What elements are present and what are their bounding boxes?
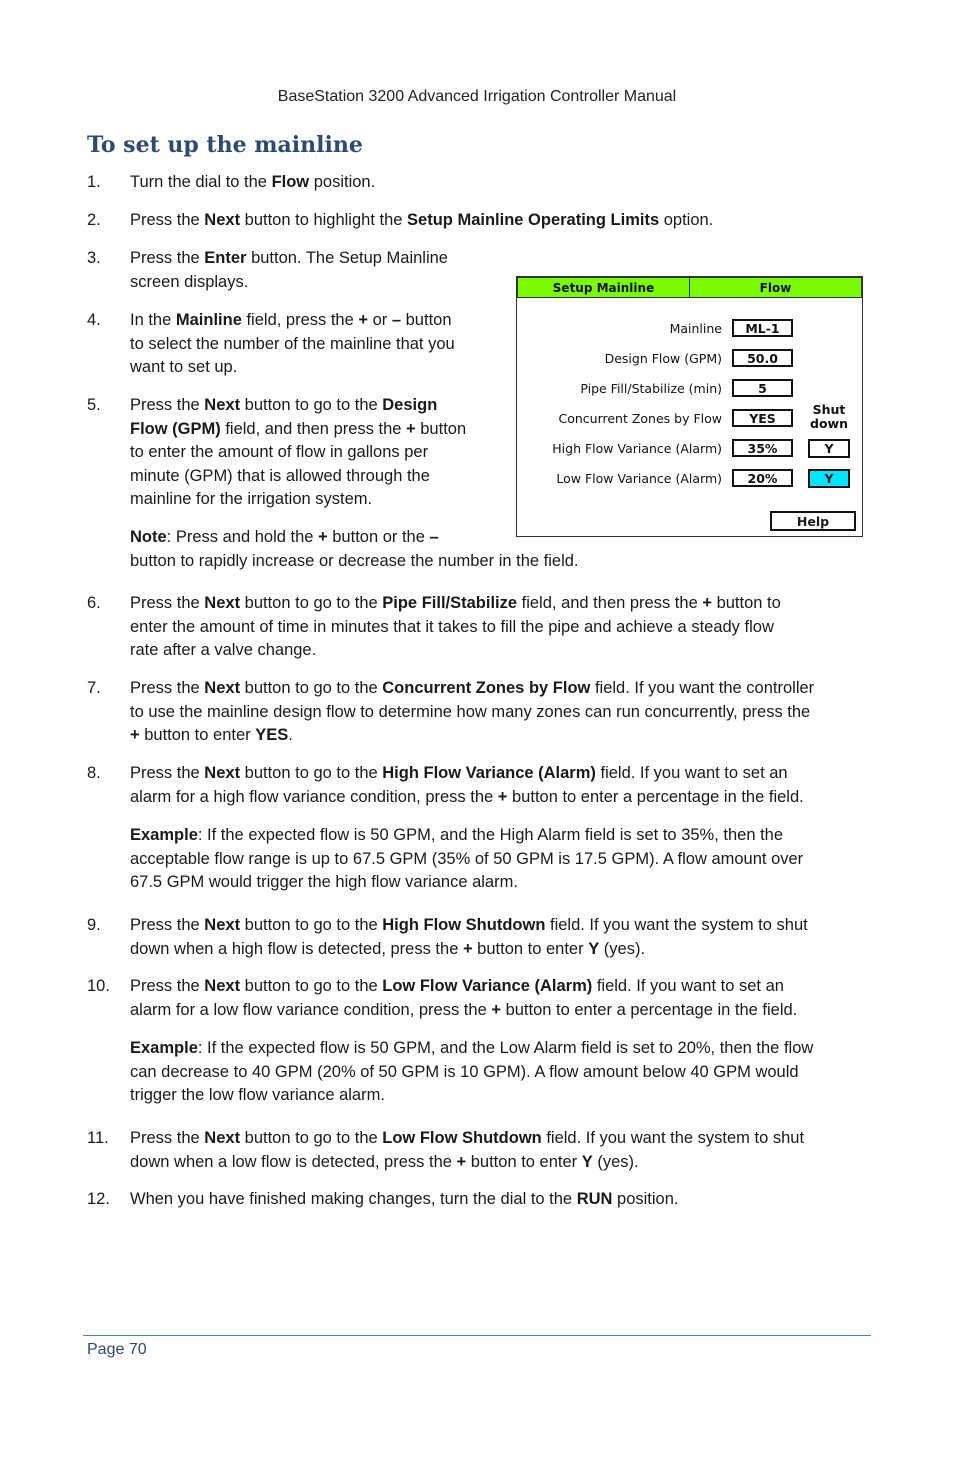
bold-text: Enter bbox=[204, 249, 247, 267]
step-number: 8. bbox=[87, 764, 101, 782]
field-label: Pipe Fill/Stabilize (min) bbox=[580, 381, 722, 396]
text: option. bbox=[659, 211, 714, 229]
text: Shut bbox=[812, 402, 846, 417]
text: or bbox=[368, 311, 392, 329]
field-label: Mainline bbox=[669, 321, 722, 336]
text: position. bbox=[612, 1190, 679, 1208]
example-label: Example bbox=[130, 1039, 198, 1057]
step-number: 6. bbox=[87, 594, 101, 612]
pipe-fill-row bbox=[517, 379, 862, 401]
concurrent-zones-field: YES bbox=[732, 409, 793, 427]
text: : Press and hold the bbox=[166, 528, 319, 546]
low-flow-shutdown-field: Y bbox=[808, 469, 850, 488]
bold-text: Mainline bbox=[175, 311, 242, 329]
step-number: 9. bbox=[87, 916, 101, 934]
text: alarm for a high flow variance condition, press the bbox=[130, 787, 498, 806]
footer-divider bbox=[83, 1335, 871, 1336]
text: field. If you want the system to shut bbox=[545, 916, 808, 934]
step-5 bbox=[87, 394, 507, 512]
shutdown-column-label bbox=[804, 403, 854, 431]
page-number: Page 70 bbox=[87, 1341, 147, 1358]
text: button to go to the bbox=[240, 396, 383, 414]
section-title: To set up the mainline bbox=[87, 132, 363, 158]
bold-text: Next bbox=[204, 679, 241, 697]
bold-text: High Flow Shutdown bbox=[382, 916, 546, 934]
text: button to go to the bbox=[240, 977, 383, 995]
field-label: High Flow Variance (Alarm) bbox=[552, 441, 722, 456]
mainline-row bbox=[517, 319, 862, 341]
bold-text: – bbox=[429, 528, 439, 546]
bold-text: RUN bbox=[576, 1190, 613, 1208]
bold-text: Next bbox=[204, 1129, 241, 1147]
bold-text: Low Flow Shutdown bbox=[382, 1129, 542, 1147]
bold-text: + bbox=[406, 419, 416, 438]
text: button to rapidly increase or decrease the number in the field. bbox=[130, 551, 579, 570]
screen-tabs bbox=[517, 277, 862, 298]
text: down when a high flow is detected, press the bbox=[130, 939, 463, 958]
example-low-flow bbox=[130, 1037, 870, 1109]
field-label: Design Flow (GPM) bbox=[604, 351, 722, 366]
text: (yes). bbox=[592, 1152, 639, 1171]
text: enter the amount of time in minutes that it takes to fill the pipe and achieve a steady flow bbox=[130, 617, 774, 636]
text: button or the bbox=[327, 528, 430, 546]
text: button to go to the bbox=[240, 764, 383, 782]
bold-text: Concurrent Zones by Flow bbox=[382, 679, 591, 697]
text: can decrease to 40 GPM (20% of 50 GPM is 10 GPM). A flow amount below 40 GPM would bbox=[130, 1062, 799, 1081]
bold-text: + bbox=[491, 1000, 501, 1019]
bold-text: Next bbox=[204, 764, 241, 782]
bold-text: Setup Mainline Operating Limits bbox=[407, 211, 660, 229]
bold-text: Next bbox=[204, 594, 241, 612]
text: Press the bbox=[130, 249, 205, 267]
text: field. If you want the controller bbox=[590, 679, 815, 697]
bold-text: – bbox=[391, 311, 402, 329]
step-number: 2. bbox=[87, 211, 101, 229]
bold-text: Next bbox=[204, 977, 241, 995]
text: button to go to the bbox=[240, 679, 383, 697]
text: want to set up. bbox=[130, 358, 238, 376]
example-label: Example bbox=[130, 826, 198, 844]
text: Press the bbox=[130, 594, 205, 612]
bold-text: Flow bbox=[271, 173, 310, 191]
text: field. If you want the system to shut bbox=[541, 1129, 805, 1147]
step-2 bbox=[87, 209, 867, 233]
step-3 bbox=[87, 247, 487, 295]
bold-text: Flow (GPM) bbox=[130, 419, 221, 438]
example-high-flow bbox=[130, 824, 870, 896]
step-10 bbox=[87, 975, 877, 1023]
text: button to bbox=[711, 594, 781, 612]
text: field. If you want to set an bbox=[592, 977, 784, 995]
text: button to go to the bbox=[240, 594, 383, 612]
bold-text: Next bbox=[204, 916, 241, 934]
text: 67.5 GPM would trigger the high flow variance alarm. bbox=[130, 873, 518, 891]
step-8 bbox=[87, 762, 877, 810]
bold-text: + bbox=[702, 594, 712, 612]
mainline-field: ML-1 bbox=[732, 319, 793, 337]
text: In the bbox=[130, 311, 176, 329]
text: button to enter a percentage in the field. bbox=[500, 1000, 798, 1019]
low-flow-variance-field: 20% bbox=[732, 469, 793, 487]
step-9 bbox=[87, 914, 877, 962]
low-flow-row bbox=[517, 469, 862, 491]
text: button. The Setup Mainline bbox=[246, 249, 448, 267]
step-number: 10. bbox=[87, 977, 110, 995]
bold-text: High Flow Variance (Alarm) bbox=[382, 764, 596, 782]
text: Press the bbox=[130, 396, 205, 414]
text: button to enter bbox=[472, 939, 589, 958]
field-label: Concurrent Zones by Flow bbox=[558, 411, 722, 426]
bold-text: Pipe Fill/Stabilize bbox=[382, 594, 518, 612]
running-header: BaseStation 3200 Advanced Irrigation Controller Manual bbox=[277, 88, 677, 105]
step-number: 7. bbox=[87, 679, 101, 697]
text: mainline for the irrigation system. bbox=[130, 490, 373, 508]
text: (yes). bbox=[599, 939, 646, 958]
text: position. bbox=[309, 173, 376, 191]
text: button bbox=[415, 419, 467, 438]
design-flow-field: 50.0 bbox=[732, 349, 793, 367]
text: field, and then press the bbox=[220, 419, 407, 438]
text: down when a low flow is detected, press the bbox=[130, 1152, 457, 1171]
text: minute (GPM) that is allowed through the bbox=[130, 466, 430, 485]
text: Press the bbox=[130, 1129, 205, 1147]
text: button bbox=[401, 311, 452, 329]
text: Turn the dial to the bbox=[130, 173, 272, 191]
bold-text: YES bbox=[255, 726, 289, 744]
tab-setup-mainline: Setup Mainline bbox=[517, 277, 690, 298]
text: field, press the bbox=[241, 311, 359, 329]
step-4 bbox=[87, 309, 507, 381]
text: trigger the low flow variance alarm. bbox=[130, 1086, 385, 1104]
text: Press the bbox=[130, 916, 205, 934]
text: button to highlight the bbox=[240, 211, 408, 229]
text: button to go to the bbox=[240, 916, 383, 934]
bold-text: Y bbox=[581, 1152, 593, 1171]
high-flow-row bbox=[517, 439, 862, 461]
tab-flow: Flow bbox=[690, 277, 862, 298]
text: : If the expected flow is 50 GPM, and the High Alarm field is set to 35%, then the bbox=[197, 826, 784, 844]
bold-text: + bbox=[318, 528, 328, 546]
bold-text: + bbox=[358, 311, 369, 329]
pipe-fill-field: 5 bbox=[732, 379, 793, 397]
text: to use the mainline design flow to determine how many zones can run concurrently, press the bbox=[130, 702, 811, 721]
bold-text: + bbox=[456, 1152, 467, 1171]
text: When you have finished making changes, turn the dial to the bbox=[130, 1190, 577, 1208]
text: field, and then press the bbox=[517, 594, 703, 612]
bold-text: + bbox=[462, 939, 473, 958]
note-label: Note bbox=[130, 528, 167, 546]
step-1 bbox=[87, 171, 867, 195]
text: button to enter bbox=[466, 1152, 582, 1171]
high-flow-shutdown-field: Y bbox=[808, 439, 850, 458]
text: screen displays. bbox=[130, 272, 249, 291]
text: . bbox=[288, 726, 293, 744]
bold-text: + bbox=[130, 726, 140, 744]
setup-mainline-screen bbox=[516, 276, 863, 537]
step-number: 1. bbox=[87, 173, 101, 191]
bold-text: Y bbox=[588, 939, 600, 958]
bold-text: Low Flow Variance (Alarm) bbox=[382, 977, 593, 995]
step-number: 11. bbox=[87, 1129, 109, 1147]
step-7 bbox=[87, 677, 877, 749]
field-label: Low Flow Variance (Alarm) bbox=[556, 471, 722, 486]
text: button to enter bbox=[139, 726, 256, 744]
step-12 bbox=[87, 1188, 877, 1212]
step-number: 12. bbox=[87, 1190, 110, 1208]
bold-text: Next bbox=[204, 396, 241, 414]
step-11 bbox=[87, 1127, 877, 1175]
help-button: Help bbox=[770, 511, 856, 531]
text: Press the bbox=[130, 764, 205, 782]
text: button to go to the bbox=[240, 1129, 383, 1147]
text: acceptable flow range is up to 67.5 GPM (35% of 50 GPM is 17.5 GPM). A flow amount over bbox=[130, 849, 804, 868]
step-number: 4. bbox=[87, 311, 101, 329]
step-number: 5. bbox=[87, 396, 101, 414]
text: to enter the amount of flow in gallons per bbox=[130, 443, 429, 461]
text: to select the number of the mainline that you bbox=[130, 334, 455, 353]
text: Press the bbox=[130, 679, 205, 697]
text: down bbox=[810, 416, 848, 431]
text: alarm for a low flow variance condition, press the bbox=[130, 1000, 492, 1019]
text: rate after a valve change. bbox=[130, 641, 317, 659]
text: Press the bbox=[130, 211, 205, 229]
bold-text: Design bbox=[382, 396, 438, 414]
bold-text: Next bbox=[204, 211, 241, 229]
text: button to enter a percentage in the field. bbox=[507, 787, 804, 806]
design-flow-row bbox=[517, 349, 862, 371]
text: Press the bbox=[130, 977, 205, 995]
step-6 bbox=[87, 592, 877, 664]
text: field. If you want to set an bbox=[595, 764, 788, 782]
text: : If the expected flow is 50 GPM, and the Low Alarm field is set to 20%, then the flow bbox=[197, 1039, 814, 1057]
bold-text: + bbox=[497, 787, 508, 806]
step-number: 3. bbox=[87, 249, 101, 267]
high-flow-variance-field: 35% bbox=[732, 439, 793, 457]
